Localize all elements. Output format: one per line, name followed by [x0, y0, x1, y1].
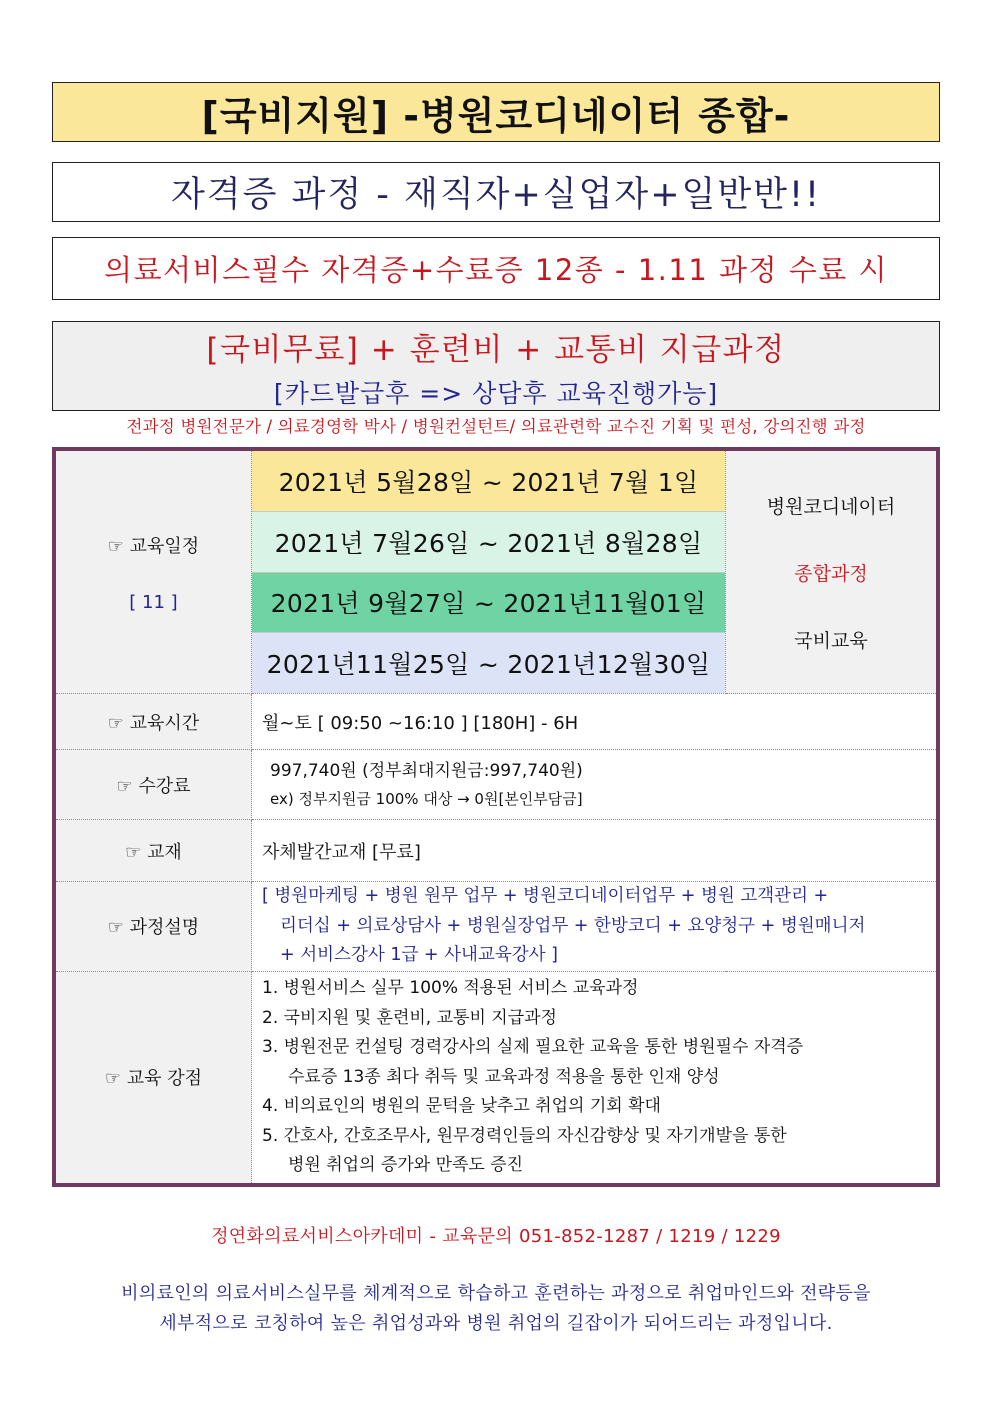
description-line: 리더십 + 의료상담사 + 병원실장업무 + 한방코디 + 요양청구 + 병원매니저	[280, 915, 866, 936]
course-info-table	[52, 447, 940, 1187]
fee-cell	[252, 750, 939, 820]
strength-cell	[252, 971, 939, 1185]
description-row	[54, 882, 938, 972]
strength-label: ☞ 교육 강점	[54, 971, 252, 1185]
strength-item: 수료증 13종 최다 취득 및 교육과정 적용을 통한 인재 양성	[288, 1066, 720, 1087]
footer-description	[0, 1279, 992, 1339]
textbook-row	[54, 820, 938, 882]
description-cell	[252, 882, 939, 972]
schedule-label: ☞ 교육일정	[107, 535, 200, 557]
course-funding: 국비교육	[794, 629, 868, 652]
free-course-line: [국비무료] + 훈련비 + 교통비 지급과정	[206, 332, 786, 368]
title-banner	[52, 82, 940, 142]
schedule-date-row: 2021년 5월28일 ~ 2021년 7월 1일	[252, 451, 725, 511]
schedule-number: [ 11 ]	[129, 591, 178, 613]
schedule-dates	[252, 451, 725, 693]
certificate-banner	[52, 237, 940, 300]
schedule-date-row: 2021년11월25일 ~ 2021년12월30일	[252, 632, 725, 693]
strength-item: 병원 취업의 증가와 만족도 증진	[288, 1155, 524, 1175]
footer-description-line: 세부적으로 코칭하여 높은 취업성과와 병원 취업의 길잡이가 되어드리는 과정입니다.	[159, 1313, 833, 1334]
textbook-value: 자체발간교재 [무료]	[252, 820, 939, 882]
time-row	[54, 694, 938, 750]
course-name: 병원코디네이터	[766, 495, 896, 518]
fee-note: ex) 정부지원금 100% 대상 → 0원[본인부담금]	[270, 790, 583, 808]
textbook-label: ☞ 교재	[54, 820, 252, 882]
schedule-date-row: 2021년 9월27일 ~ 2021년11월01일	[252, 572, 725, 633]
strength-row	[54, 971, 938, 1185]
footer-description-line: 비의료인의 의료서비스실무를 체계적으로 학습하고 훈련하는 과정으로 취업마인드와 전략등을	[121, 1283, 871, 1304]
subtitle: 자격증 과정 - 재직자+실업자+일반반!!	[170, 175, 822, 215]
time-value: 월~토 [ 09:50 ~16:10 ] [180H] - 6H	[252, 694, 939, 750]
instructors-note: 전과정 병원전문가 / 의료경영학 박사 / 병원컨설턴트/ 의료관련학 교수진 기획 및 편성, 강의진행 과정	[126, 417, 866, 436]
free-course-banner	[52, 321, 940, 411]
course-name-cell	[726, 449, 939, 694]
contact-info: 정연화의료서비스아카데미 - 교육문의 051-852-1287 / 1219 / 1229	[211, 1226, 781, 1247]
schedule-label-cell	[54, 449, 252, 694]
time-label: ☞ 교육시간	[54, 694, 252, 750]
fee-row	[54, 750, 938, 820]
strength-item: 2. 국비지원 및 훈련비, 교통비 지급과정	[262, 1007, 557, 1028]
description-line: + 서비스강사 1급 + 사내교육강사 ]	[280, 945, 558, 965]
certificate-line: 의료서비스필수 자격증+수료증 12종 - 1.11 과정 수료 시	[103, 253, 889, 287]
description-label: ☞ 과정설명	[54, 882, 252, 972]
strength-item: 3. 병원전문 컨설팅 경력강사의 실제 필요한 교육을 통한 병원필수 자격증	[262, 1037, 804, 1057]
strength-item: 5. 간호사, 간호조무사, 원무경력인들의 자신감향상 및 자기개발을 통한	[262, 1125, 787, 1146]
card-issue-line: [카드발급후 => 상담후 교육진행가능]	[273, 379, 719, 408]
fee-value: 997,740원 (정부최대지원금:997,740원)	[270, 761, 583, 781]
schedule-row	[54, 449, 938, 694]
subtitle-banner	[52, 162, 940, 222]
schedule-dates-cell	[252, 449, 726, 694]
course-type: 종합과정	[794, 562, 868, 585]
strength-item: 4. 비의료인의 병원의 문턱을 낮추고 취업의 기회 확대	[262, 1096, 661, 1116]
schedule-date-row: 2021년 7월26일 ~ 2021년 8월28일	[252, 511, 725, 572]
page-title: [국비지원] -병원코디네이터 종합-	[201, 93, 791, 138]
description-line: [ 병원마케팅 + 병원 원무 업무 + 병원코디네이터업무 + 병원 고객관리 +	[262, 886, 829, 906]
fee-label: ☞ 수강료	[54, 750, 252, 820]
strength-item: 1. 병원서비스 실무 100% 적용된 서비스 교육과정	[262, 978, 639, 998]
